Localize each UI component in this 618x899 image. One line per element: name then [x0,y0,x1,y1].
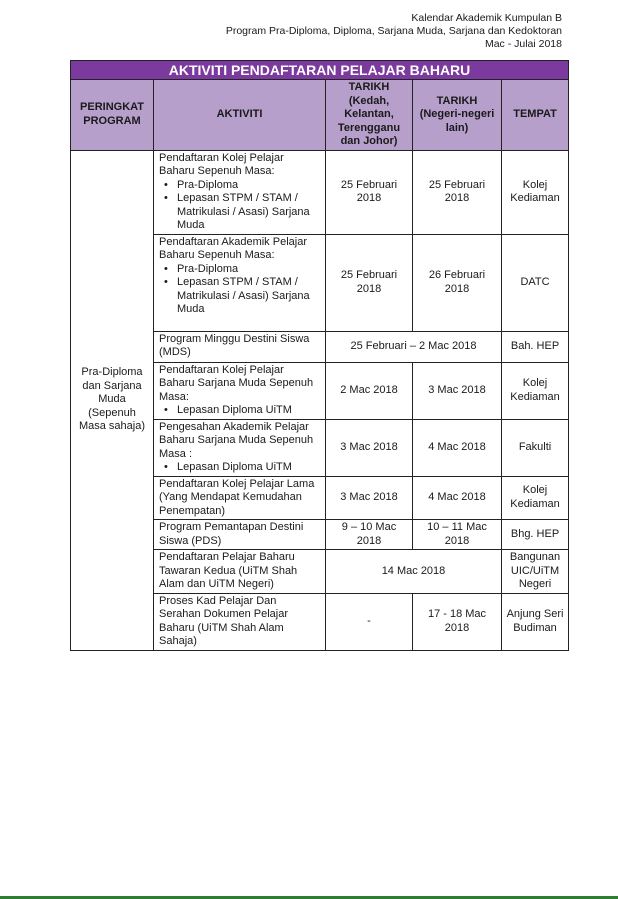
activity-cell [154,331,326,362]
activity-cell [154,593,326,650]
bullet-item: • Lepasan STPM / STAM / Matrikulasi / Asasi) Sarjana Muda [177,192,321,233]
table-title-row [71,61,569,80]
bullet-item: • Lepasan Diploma UiTM [177,404,321,418]
place-cell: Anjung Seri Budiman [502,593,569,650]
program-level-cell: Pra-Diploma dan Sarjana Muda (Sepenuh Masa sahaja) [71,150,154,650]
activity-text: Pendaftaran Kolej Pelajar Baharu Sarjana Muda Sepenuh Masa: [159,363,314,403]
activity-cell [154,150,326,234]
activity-text: Pendaftaran Kolej Pelajar Lama (Yang Mendapat Kemudahan Penempatan) [159,477,315,517]
activity-text: Pendaftaran Kolej Pelajar Baharu Sepenuh Masa: [159,151,284,177]
date1-cell: 9 – 10 Mac 2018 [326,520,413,550]
date-merged-cell: 14 Mac 2018 [326,550,502,594]
date1-cell: 3 Mac 2018 [326,476,413,520]
activity-text: Program Pemantapan Destini Siswa (PDS) [159,521,304,547]
date2-cell: 25 Februari 2018 [413,150,502,234]
date1-cell: 2 Mac 2018 [326,362,413,419]
place-cell: Kolej Kediaman [502,476,569,520]
header-line-2: Program Pra-Diploma, Diploma, Sarjana Muda, Sarjana dan Kedoktoran [225,25,562,37]
place-cell: Kolej Kediaman [502,150,569,234]
bullet-item: • Pra-Diploma [177,263,321,277]
activity-text: Pendaftaran Pelajar Baharu Tawaran Kedua (UiTM Shah Alam dan UiTM Negeri) [159,551,298,590]
activity-cell [154,362,326,419]
col-header-date2: TARIKH (Negeri-negeri lain) [413,80,502,151]
registration-table [70,60,569,651]
col-header-program: PERINGKAT PROGRAM [71,80,154,151]
date2-cell: 17 - 18 Mac 2018 [413,593,502,650]
table-title: AKTIVITI PENDAFTARAN PELAJAR BAHARU [71,61,569,80]
date1-cell: 25 Februari 2018 [326,234,413,331]
col-header-activity: AKTIVITI [154,80,326,151]
activity-text: Pendaftaran Akademik Pelajar Baharu Sepenuh Masa: [159,235,307,261]
date1-cell: 25 Februari 2018 [326,150,413,234]
activity-bullets [159,179,321,233]
activity-text: Proses Kad Pelajar Dan Serahan Dokumen Pelajar Baharu (UiTM Shah Alam Sahaja) [159,594,289,647]
activity-cell [154,234,326,331]
activity-text: Program Minggu Destini Siswa (MDS) [159,332,310,358]
table-row [71,150,569,234]
place-cell: Kolej Kediaman [502,362,569,419]
activity-cell [154,419,326,476]
date2-cell: 4 Mac 2018 [413,476,502,520]
activity-cell [154,520,326,550]
bullet-item: • Lepasan Diploma UiTM [177,461,321,475]
col-header-place: TEMPAT [502,80,569,151]
registration-table-wrap [70,60,568,651]
activity-bullets [159,263,321,317]
header-line-1: Kalendar Akademik Kumpulan B [411,12,562,24]
date2-cell: 10 – 11 Mac 2018 [413,520,502,550]
place-cell: Bah. HEP [502,331,569,362]
bullet-item: • Lepasan STPM / STAM / Matrikulasi / Asasi) Sarjana Muda [177,276,321,317]
header-line-3: Mac - Julai 2018 [484,38,562,50]
activity-bullets [159,404,321,418]
date-merged-cell: 25 Februari – 2 Mac 2018 [326,331,502,362]
bullet-item: • Pra-Diploma [177,179,321,193]
date1-cell: 3 Mac 2018 [326,419,413,476]
place-cell: Bangunan UIC/UiTM Negeri [502,550,569,594]
place-cell: DATC [502,234,569,331]
activity-cell [154,550,326,594]
place-cell: Bhg. HEP [502,520,569,550]
date2-cell: 26 Februari 2018 [413,234,502,331]
column-header-row [71,80,569,151]
date1-cell: - [326,593,413,650]
date2-cell: 4 Mac 2018 [413,419,502,476]
activity-cell [154,476,326,520]
col-header-date1: TARIKH (Kedah, Kelantan, Terengganu dan Johor) [326,80,413,151]
date2-cell: 3 Mac 2018 [413,362,502,419]
activity-bullets [159,461,321,475]
activity-text: Pengesahan Akademik Pelajar Baharu Sarjana Muda Sepenuh Masa : [159,420,314,460]
page-header [226,12,562,51]
place-cell: Fakulti [502,419,569,476]
